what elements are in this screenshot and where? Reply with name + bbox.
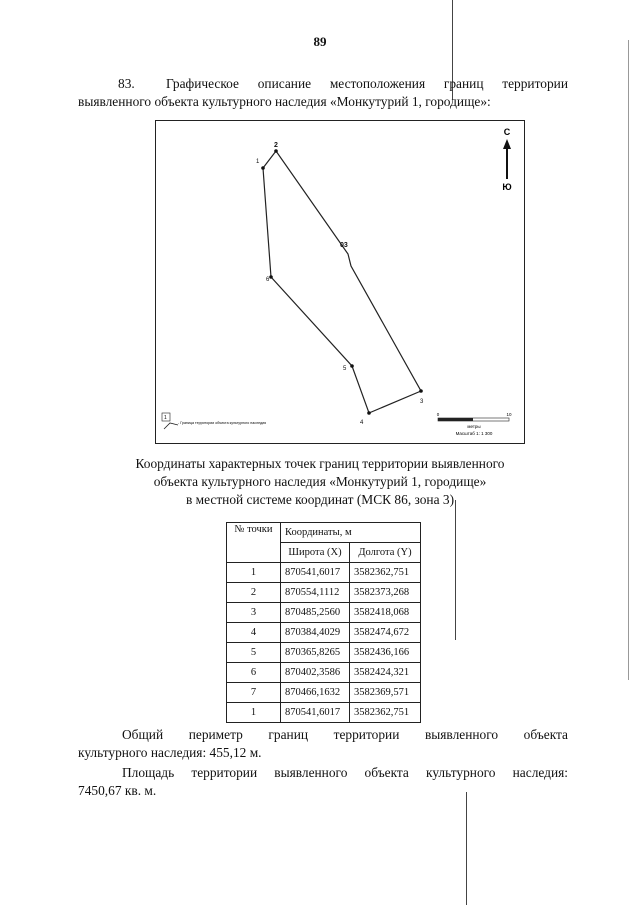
cell-latitude: 870541,6017: [281, 703, 350, 723]
table-caption-line-2: объекта культурного наследия «Монкутурий 1, городище»: [153, 474, 487, 489]
scale-max: 10: [506, 412, 512, 417]
boundary-map-svg: [156, 121, 524, 443]
cell-longitude: 3582362,751: [350, 563, 421, 583]
cell-latitude: 870554,1112: [281, 583, 350, 603]
table-row: [227, 623, 421, 643]
table-caption-line-1: Координаты характерных точек границ территории выявленного: [135, 456, 505, 471]
compass-north-label: С: [503, 127, 511, 137]
scale-bar: [437, 412, 512, 436]
cell-point-number: 1: [227, 703, 281, 723]
perimeter-line-1: Общий периметр границ территории выявленного объекта: [122, 727, 568, 742]
table-caption: [90, 455, 550, 509]
polygon-label: 03: [340, 242, 348, 249]
vertex-4: [367, 411, 371, 415]
boundary-vertices: [261, 149, 423, 415]
perimeter-paragraph: [78, 726, 568, 762]
cell-longitude: 3582424,321: [350, 663, 421, 683]
cell-point-number: 7: [227, 683, 281, 703]
compass-icon: [502, 127, 511, 192]
cell-latitude: 870466,1632: [281, 683, 350, 703]
cell-point-number: 5: [227, 643, 281, 663]
scale-text: Масштаб 1: 1 300: [455, 431, 493, 436]
cell-point-number: 4: [227, 623, 281, 643]
perimeter-line-2: культурного наследия: 455,12 м.: [78, 745, 262, 760]
cell-latitude: 870384,4029: [281, 623, 350, 643]
table-row: [227, 643, 421, 663]
cell-longitude: 3582474,672: [350, 623, 421, 643]
scale-units: метры: [467, 424, 481, 429]
cell-latitude: 870541,6017: [281, 563, 350, 583]
table-row: [227, 683, 421, 703]
point-label-2: 2: [274, 142, 278, 149]
boundary-map: [155, 120, 525, 444]
cell-latitude: 870365,8265: [281, 643, 350, 663]
cell-point-number: 2: [227, 583, 281, 603]
coordinates-table: [226, 522, 421, 723]
cell-longitude: 3582362,751: [350, 703, 421, 723]
cell-point-number: 1: [227, 563, 281, 583]
table-caption-line-3: в местной системе координат (МСК 86, зона 3): [185, 492, 455, 507]
scan-line-edge: [628, 40, 629, 680]
table-row: [227, 703, 421, 723]
header-longitude: Долгота (Y): [350, 543, 421, 563]
legend-text: - Граница территории объекта культурного наследия: [178, 421, 267, 425]
page-number: 89: [313, 34, 327, 49]
boundary-polygon: [263, 151, 421, 413]
cell-longitude: 3582373,268: [350, 583, 421, 603]
cell-point-number: 6: [227, 663, 281, 683]
header-latitude: Широта (X): [281, 543, 350, 563]
area-line-1: Площадь территории выявленного объекта культурного наследия:: [122, 765, 568, 780]
header-point-number: № точки: [227, 523, 281, 563]
cell-longitude: 3582418,068: [350, 603, 421, 623]
cell-point-number: 3: [227, 603, 281, 623]
point-label-4: 4: [360, 420, 364, 426]
area-line-2: 7450,67 кв. м.: [78, 783, 157, 798]
scan-line-right-middle: [455, 500, 456, 640]
section-heading: [78, 75, 568, 111]
vertex-6: [269, 275, 273, 279]
vertex-5: [350, 364, 354, 368]
compass-south-label: Ю: [502, 182, 512, 192]
point-label-3: 3: [420, 399, 424, 405]
point-label-5: 5: [343, 366, 347, 372]
point-label-6: 6: [266, 277, 270, 283]
cell-longitude: 3582369,571: [350, 683, 421, 703]
point-label-1: 1: [256, 159, 260, 165]
table-row: [227, 563, 421, 583]
table-row: [227, 603, 421, 623]
coordinates-table-body: [227, 563, 421, 723]
table-row: [227, 583, 421, 603]
cell-latitude: 870485,2560: [281, 603, 350, 623]
vertex-3: [419, 389, 423, 393]
section-number: 83.: [118, 76, 135, 91]
area-paragraph: [78, 764, 568, 800]
vertex-2: [274, 149, 278, 153]
map-legend: [162, 413, 266, 429]
scan-line-right-lower: [466, 792, 467, 905]
section-heading-text: Графическое описание местоположения границ территории выявленного объекта культурного наследия «Монкутурий 1, городище»:: [78, 76, 568, 109]
header-coordinates: Координаты, м: [281, 523, 421, 543]
cell-longitude: 3582436,166: [350, 643, 421, 663]
table-header-row: [227, 523, 421, 543]
legend-number: 1: [164, 415, 167, 421]
table-row: [227, 663, 421, 683]
cell-latitude: 870402,3586: [281, 663, 350, 683]
scale-zero: 0: [436, 412, 440, 417]
